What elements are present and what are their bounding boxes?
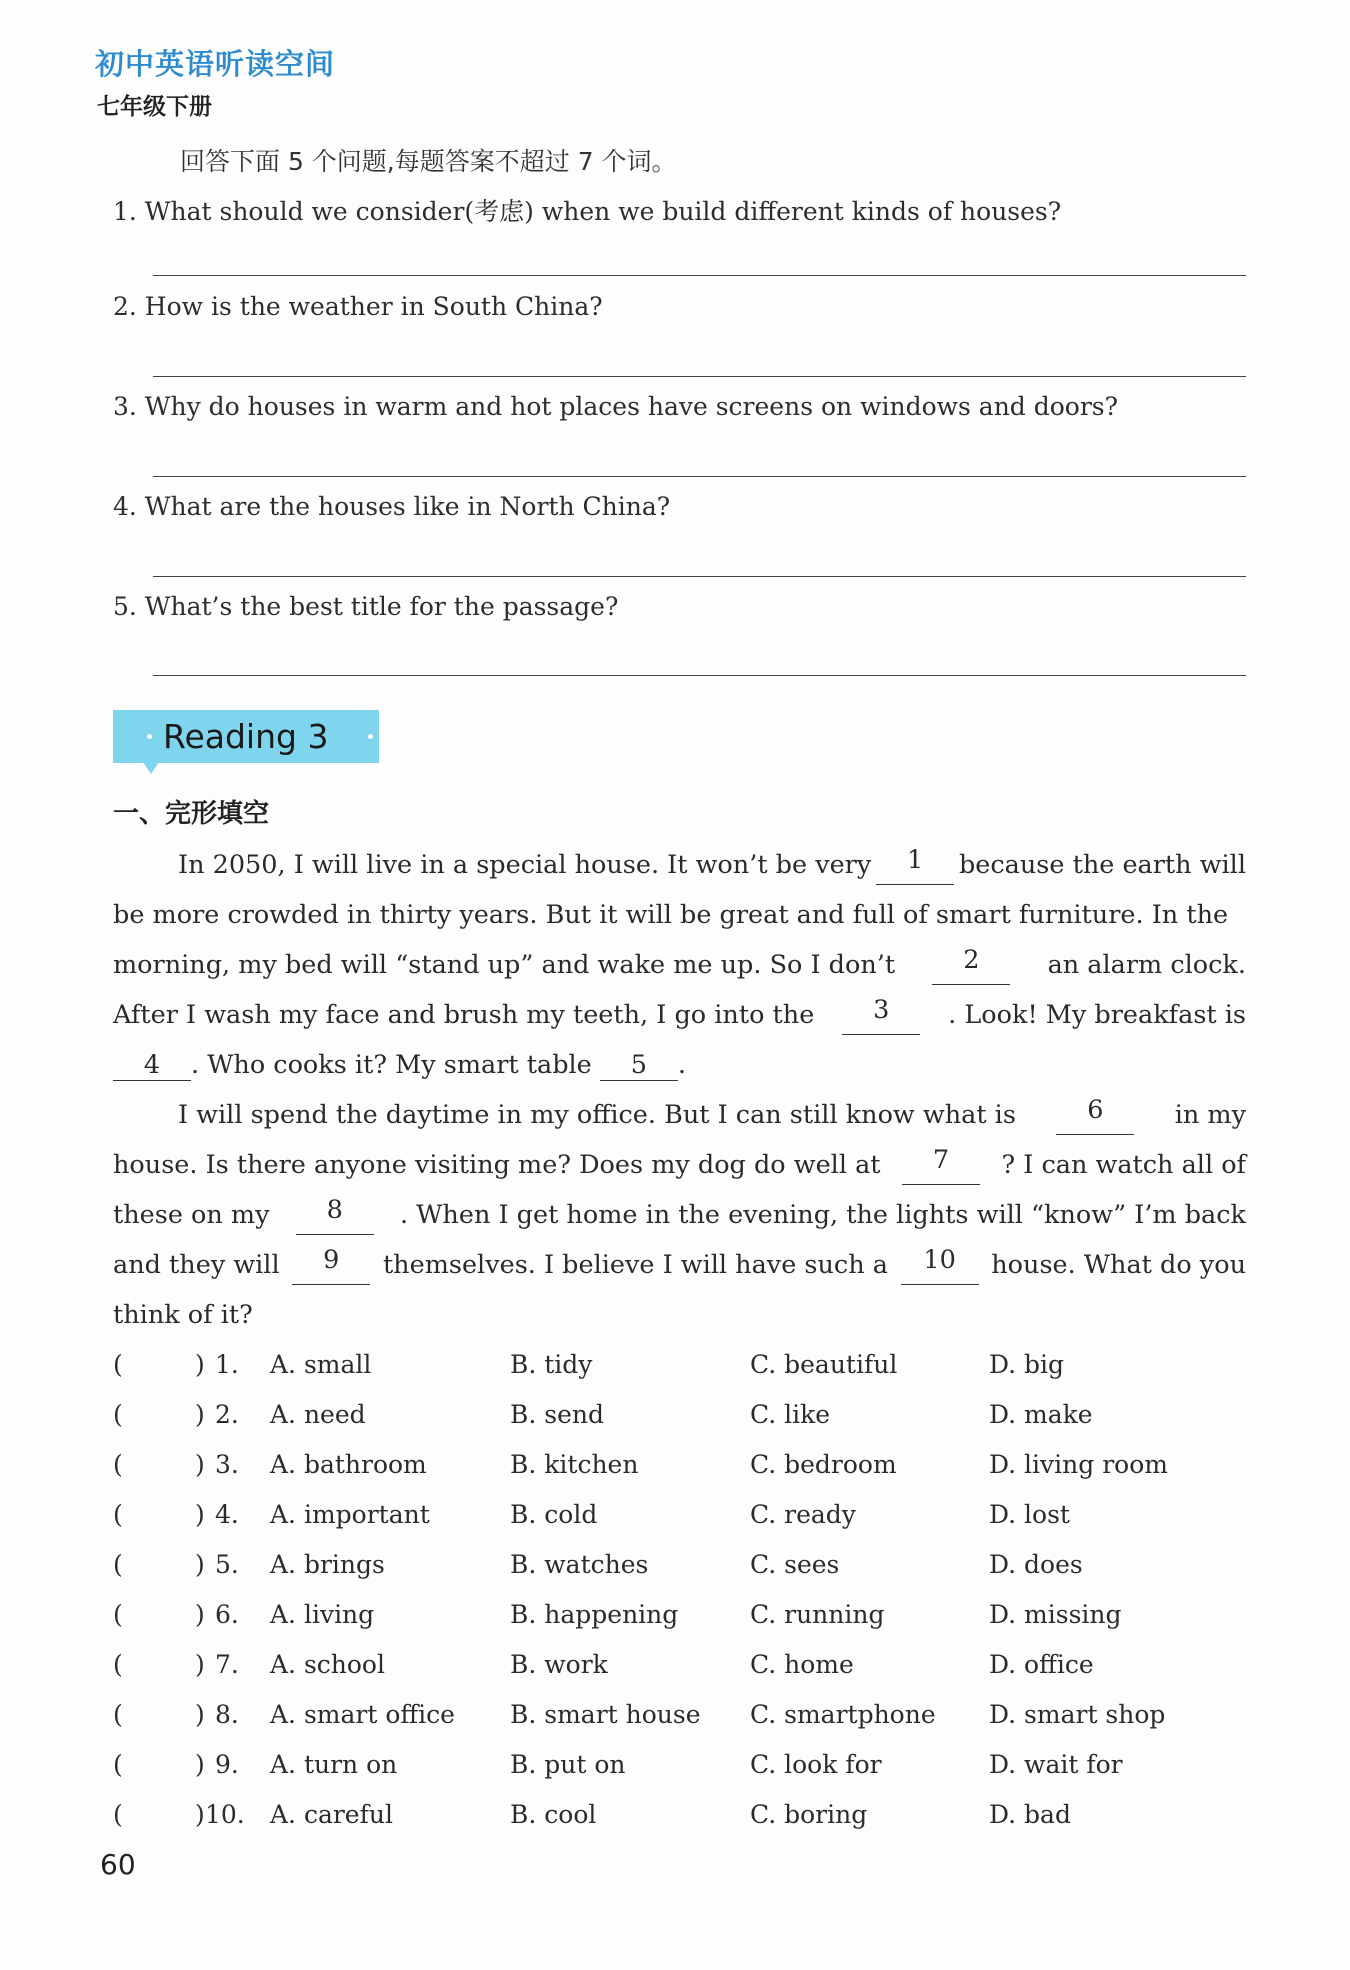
blank-2[interactable]: 2 (932, 945, 1010, 985)
passage-line: 4 . Who cooks it? My smart table 5 . (113, 1045, 1246, 1085)
banner-label: Reading 3 (163, 717, 329, 756)
option-c[interactable]: C. home (750, 1650, 854, 1679)
option-a[interactable]: A. brings (270, 1550, 385, 1579)
passage-line: think of it? (113, 1300, 253, 1330)
option-c[interactable]: C. smartphone (750, 1700, 936, 1729)
question-number: 1. (215, 1350, 239, 1379)
answer-line-4[interactable] (153, 576, 1246, 577)
option-d[interactable]: D. make (989, 1400, 1093, 1429)
option-c[interactable]: C. look for (750, 1750, 882, 1779)
option-a[interactable]: A. turn on (270, 1750, 398, 1779)
banner-dot-icon (147, 734, 152, 739)
option-d[interactable]: D. lost (989, 1500, 1070, 1529)
passage-line: After I wash my face and brush my teeth, I go into the 3 . Look! My breakfast is (113, 995, 1246, 1035)
question-number: 5. (215, 1550, 239, 1579)
instruction-text: 回答下面 5 个问题,每题答案不超过 7 个词。 (180, 147, 677, 176)
passage-line: be more crowded in thirty years. But it will be great and full of smart furniture. In the (113, 900, 1229, 930)
answer-line-1[interactable] (153, 275, 1246, 276)
option-c[interactable]: C. like (750, 1400, 831, 1429)
blank-9[interactable]: 9 (292, 1245, 370, 1285)
option-d[interactable]: D. smart shop (989, 1700, 1166, 1729)
option-c[interactable]: C. bedroom (750, 1450, 897, 1479)
option-d[interactable]: D. office (989, 1650, 1094, 1679)
passage-line: and they will 9 themselves. I believe I will have such a 10 house. What do you (113, 1245, 1246, 1285)
question-number: 10. (205, 1800, 245, 1829)
option-c[interactable]: C. beautiful (750, 1350, 898, 1379)
question-number: 4. (215, 1500, 239, 1529)
option-row: ( ) 2. A. need B. send C. like D. make (113, 1395, 1263, 1435)
section-heading: 一、完形填空 (113, 799, 270, 829)
answer-paren[interactable]: ( (113, 1500, 123, 1529)
series-title: 初中英语听读空间 (95, 47, 336, 81)
option-a[interactable]: A. need (270, 1400, 366, 1429)
option-d[interactable]: D. wait for (989, 1750, 1123, 1779)
blank-7[interactable]: 7 (902, 1145, 980, 1185)
question-number: 8. (215, 1700, 239, 1729)
option-row: ( ) 5. A. brings B. watches C. sees D. does (113, 1545, 1263, 1585)
question-number: 3. (215, 1450, 239, 1479)
option-b[interactable]: B. cool (510, 1800, 597, 1829)
answer-paren[interactable]: ( (113, 1450, 123, 1479)
option-d[interactable]: D. big (989, 1350, 1065, 1379)
option-b[interactable]: B. smart house (510, 1700, 701, 1729)
option-c[interactable]: C. running (750, 1600, 885, 1629)
passage-line: I will spend the daytime in my office. But I can still know what is 6 in my (178, 1095, 1246, 1135)
option-b[interactable]: B. cold (510, 1500, 598, 1529)
option-d[interactable]: D. missing (989, 1600, 1122, 1629)
option-d[interactable]: D. bad (989, 1800, 1071, 1829)
blank-8[interactable]: 8 (296, 1195, 374, 1235)
option-row: ( ) 6. A. living B. happening C. running D. missing (113, 1595, 1263, 1635)
option-a[interactable]: A. bathroom (270, 1450, 427, 1479)
question-5: 5. What’s the best title for the passage? (113, 592, 619, 621)
option-a[interactable]: A. living (270, 1600, 375, 1629)
option-b[interactable]: B. kitchen (510, 1450, 639, 1479)
answer-paren[interactable]: ( (113, 1750, 123, 1779)
question-2: 2. How is the weather in South China? (113, 292, 603, 321)
answer-paren[interactable]: ( (113, 1550, 123, 1579)
option-b[interactable]: B. work (510, 1650, 608, 1679)
answer-line-2[interactable] (153, 376, 1246, 377)
option-a[interactable]: A. careful (270, 1800, 393, 1829)
option-b[interactable]: B. happening (510, 1600, 679, 1629)
question-4: 4. What are the houses like in North China? (113, 492, 671, 521)
passage-line: these on my 8 . When I get home in the evening, the lights will “know” I’m back (113, 1195, 1246, 1235)
answer-paren[interactable]: ( (113, 1400, 123, 1429)
option-c[interactable]: C. boring (750, 1800, 868, 1829)
blank-3[interactable]: 3 (842, 995, 920, 1035)
option-d[interactable]: D. does (989, 1550, 1083, 1579)
option-b[interactable]: B. put on (510, 1750, 626, 1779)
option-a[interactable]: A. small (270, 1350, 372, 1379)
option-c[interactable]: C. ready (750, 1500, 856, 1529)
answer-line-3[interactable] (153, 476, 1246, 477)
blank-1[interactable]: 1 (876, 845, 954, 885)
option-c[interactable]: C. sees (750, 1550, 840, 1579)
passage-line: morning, my bed will “stand up” and wake me up. So I don’t 2 an alarm clock. (113, 945, 1246, 985)
reading-banner (113, 710, 379, 763)
option-a[interactable]: A. important (270, 1500, 430, 1529)
banner-dot-icon (368, 734, 373, 739)
option-row: ( ) 4. A. important B. cold C. ready D. lost (113, 1495, 1263, 1535)
answer-paren[interactable]: ( (113, 1350, 123, 1379)
question-3: 3. Why do houses in warm and hot places have screens on windows and doors? (113, 392, 1119, 421)
option-row: ( ) 3. A. bathroom B. kitchen C. bedroom D. living room (113, 1445, 1263, 1485)
question-number: 2. (215, 1400, 239, 1429)
passage-line: In 2050, I will live in a special house. It won’t be very 1 because the earth will (178, 845, 1246, 885)
answer-paren[interactable]: ( (113, 1800, 123, 1829)
blank-4[interactable]: 4 (113, 1050, 191, 1081)
option-d[interactable]: D. living room (989, 1450, 1168, 1479)
blank-6[interactable]: 6 (1056, 1095, 1134, 1135)
page-number: 60 (100, 1848, 136, 1881)
blank-5[interactable]: 5 (600, 1050, 678, 1081)
answer-paren[interactable]: ( (113, 1650, 123, 1679)
option-row: ( ) 9. A. turn on B. put on C. look for D. wait for (113, 1745, 1263, 1785)
option-row: ( ) 7. A. school B. work C. home D. office (113, 1645, 1263, 1685)
option-b[interactable]: B. send (510, 1400, 604, 1429)
option-a[interactable]: A. smart office (270, 1700, 455, 1729)
option-b[interactable]: B. tidy (510, 1350, 593, 1379)
banner-tail-icon (143, 762, 159, 774)
answer-paren[interactable]: ( (113, 1600, 123, 1629)
blank-10[interactable]: 10 (901, 1245, 979, 1285)
passage-line: house. Is there anyone visiting me? Does my dog do well at 7 ? I can watch all of (113, 1145, 1246, 1185)
question-number: 9. (215, 1750, 239, 1779)
option-row: ( ) 1. A. small B. tidy C. beautiful D. big (113, 1345, 1263, 1385)
grade-label: 七年级下册 (97, 94, 212, 120)
option-row: ( ) 10. A. careful B. cool C. boring D. bad (113, 1795, 1263, 1835)
answer-line-5[interactable] (153, 675, 1246, 676)
question-number: 7. (215, 1650, 239, 1679)
option-a[interactable]: A. school (270, 1650, 385, 1679)
question-1: 1. What should we consider(考虑) when we build different kinds of houses? (113, 197, 1062, 226)
option-row: ( ) 8. A. smart office B. smart house C. smartphone D. smart shop (113, 1695, 1263, 1735)
option-b[interactable]: B. watches (510, 1550, 649, 1579)
question-number: 6. (215, 1600, 239, 1629)
answer-paren[interactable]: ( (113, 1700, 123, 1729)
